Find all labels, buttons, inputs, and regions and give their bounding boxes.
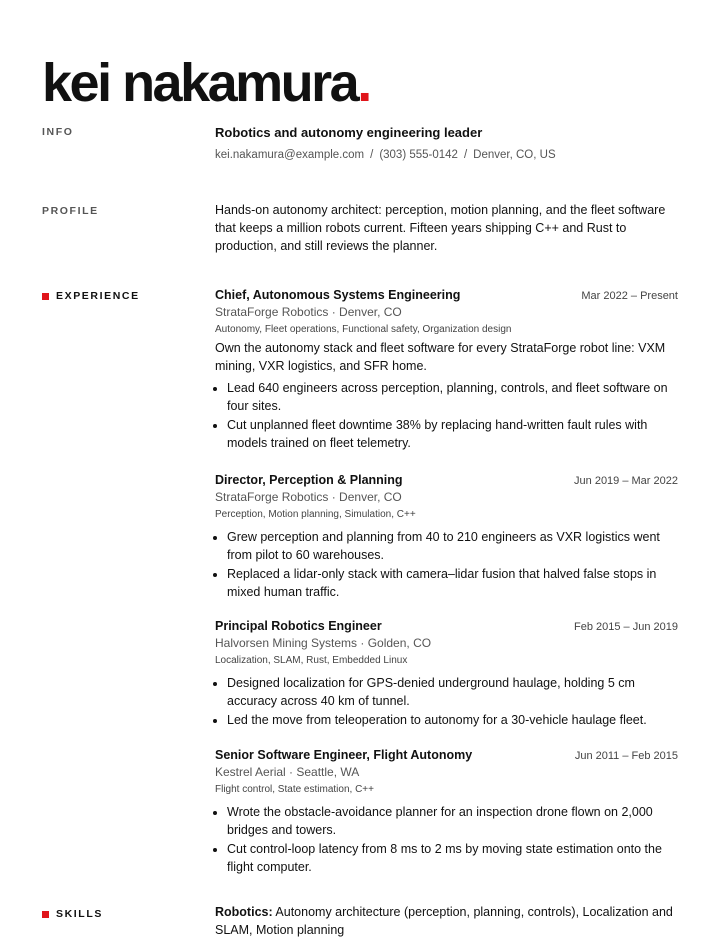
job-entry — [215, 473, 678, 603]
job-bullets — [215, 380, 678, 452]
section-label-text: SKILLS — [56, 908, 103, 920]
section-label-experience — [42, 290, 140, 302]
job-tags: Localization, SLAM, Rust, Embedded Linux — [215, 655, 408, 666]
contact-separator: / — [463, 149, 468, 161]
section-marker — [42, 911, 49, 918]
job-bullet: • Grew perception and planning from 40 to 210 engineers as VXR logistics went from pilot to 60 warehouses. — [227, 529, 678, 564]
contact-separator: / — [370, 149, 374, 161]
job-bullets — [215, 804, 678, 876]
contact-location: Denver, CO, US — [473, 149, 556, 161]
section-label-text: EXPERIENCE — [56, 290, 140, 302]
job-company: Kestrel Aerial · Seattle, WA — [215, 765, 360, 779]
job-dates: Jun 2011 – Feb 2015 — [574, 750, 678, 762]
headline: Robotics and autonomy engineering leader — [215, 125, 483, 140]
job-dates: Jun 2019 – Mar 2022 — [574, 475, 678, 487]
contact-line — [215, 149, 678, 161]
job-tags: Autonomy, Fleet operations, Functional safety, Organization design — [215, 324, 512, 335]
job-title: Director, Perception & Planning — [215, 473, 403, 487]
section-label-profile: PROFILE — [42, 205, 99, 217]
name-accent-dot: . — [357, 53, 370, 113]
job-bullet: • Replaced a lidar-only stack with camera–lidar fusion that halved false stops in mixed human traffic. — [227, 566, 678, 601]
job-title: Chief, Autonomous Systems Engineering — [215, 288, 461, 302]
section-marker — [42, 293, 49, 300]
job-entry — [215, 748, 678, 878]
job-title: Principal Robotics Engineer — [215, 619, 382, 633]
job-dates: Mar 2022 – Present — [581, 290, 678, 302]
skills-category: Robotics: — [215, 905, 273, 919]
job-company: StrataForge Robotics · Denver, CO — [215, 305, 402, 319]
job-title: Senior Software Engineer, Flight Autonomy — [215, 748, 473, 762]
job-bullet: • Led the move from teleoperation to autonomy for a 30-vehicle haulage fleet. — [227, 712, 678, 730]
section-label-skills — [42, 908, 103, 920]
skills-block — [215, 904, 678, 939]
job-dates: Feb 2015 – Jun 2019 — [574, 621, 678, 633]
info-block — [215, 125, 678, 161]
candidate-name — [42, 52, 370, 114]
job-tags: Perception, Motion planning, Simulation, C++ — [215, 509, 416, 520]
name-text: kei nakamura — [42, 53, 358, 113]
contact-email[interactable]: kei.nakamura@example.com — [215, 149, 365, 161]
profile-text: Hands-on autonomy architect: perception, motion planning, and the fleet software that keeps a million robots current. Fifteen years shipping C++ and Rust to production, and still reviews the planner. — [215, 203, 666, 253]
job-summary: Own the autonomy stack and fleet software for every StrataForge robot line: VXM mining, VXR logistics, and SFR home. — [215, 341, 666, 373]
job-bullets — [215, 529, 678, 601]
job-entry — [215, 619, 678, 732]
job-bullets — [215, 675, 678, 730]
section-label-info: INFO — [42, 126, 74, 138]
job-bullet: • Designed localization for GPS-denied underground haulage, holding 5 cm accuracy across 40 km of tunnel. — [227, 675, 678, 710]
job-bullet: • Lead 640 engineers across perception, planning, controls, and fleet software on four sites. — [227, 380, 678, 415]
job-entry — [215, 288, 678, 454]
job-company: Halvorsen Mining Systems · Golden, CO — [215, 636, 432, 650]
job-company: StrataForge Robotics · Denver, CO — [215, 490, 402, 504]
skills-text: Autonomy architecture (perception, planning, controls), Localization and SLAM, Motion planning — [215, 905, 673, 937]
job-bullet: • Wrote the obstacle-avoidance planner for an inspection drone flown on 2,000 bridges and towers. — [227, 804, 678, 839]
profile-block — [215, 201, 678, 255]
skills-line — [215, 904, 678, 939]
job-bullet: • Cut unplanned fleet downtime 38% by replacing hand-written fault rules with models trained on fleet telemetry. — [227, 417, 678, 452]
job-bullet: • Cut control-loop latency from 8 ms to 2 ms by moving state estimation onto the flight computer. — [227, 841, 678, 876]
job-tags: Flight control, State estimation, C++ — [215, 784, 374, 795]
contact-phone[interactable]: (303) 555-0142 — [379, 149, 458, 161]
